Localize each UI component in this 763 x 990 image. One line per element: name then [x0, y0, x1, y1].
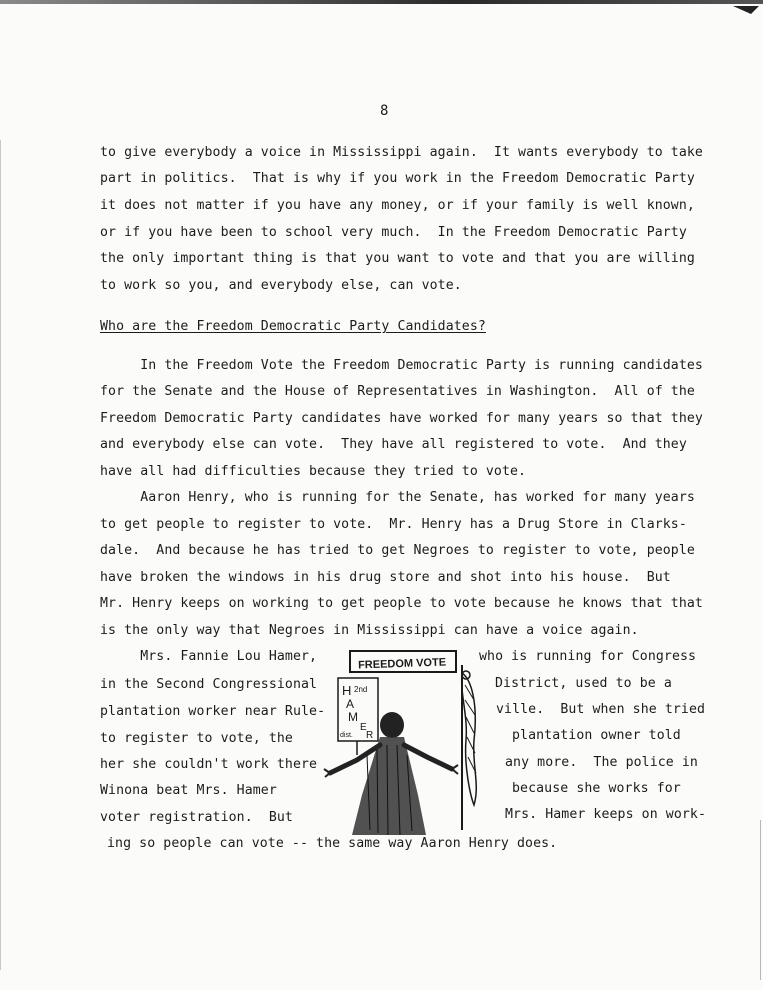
- text-line: have broken the windows in his drug store and shot into his house. But: [100, 570, 671, 585]
- text-line: have all had difficulties because they tried to vote.: [100, 464, 527, 479]
- scan-left-edge: [0, 140, 7, 970]
- freedom-vote-illustration: [322, 645, 492, 845]
- sign-letter: E: [360, 722, 367, 733]
- text-line: Mrs. Fannie Lou Hamer,: [100, 649, 318, 664]
- text-line: because she works for: [512, 781, 681, 796]
- text-line: in the Second Congressional: [100, 677, 318, 692]
- text-line: to work so you, and everybody else, can vote.: [100, 278, 462, 293]
- text-line: to give everybody a voice in Mississippi again. It wants everybody to take: [100, 145, 703, 160]
- text-line: ville. But when she tried: [496, 702, 706, 717]
- text-line: Aaron Henry, who is running for the Senate, has worked for many years: [100, 490, 695, 505]
- text-line: to register to vote, the: [100, 731, 293, 746]
- sign-letter: R: [366, 730, 374, 741]
- text-line: her she couldn't work there: [100, 757, 318, 772]
- sign-letter: dist.: [340, 732, 353, 739]
- text-line: any more. The police in: [505, 755, 698, 770]
- text-line: plantation owner told: [512, 728, 681, 743]
- sign-letter: 2nd: [354, 685, 368, 694]
- text-line: part in politics. That is why if you work in the Freedom Democratic Party: [100, 171, 695, 186]
- corner-scan-mark: [731, 2, 761, 16]
- sign-letter: M: [348, 710, 358, 724]
- sign-letter: A: [346, 697, 355, 711]
- text-line: District, used to be a: [495, 676, 672, 691]
- sign-letter: H: [342, 683, 352, 698]
- figure-head: [380, 712, 404, 738]
- section-heading: Who are the Freedom Democratic Party Candidates?: [100, 319, 486, 334]
- text-line: plantation worker near Rule-: [100, 704, 326, 719]
- scan-top-edge: [0, 0, 763, 4]
- text-line: and everybody else can vote. They have all registered to vote. And they: [100, 437, 687, 452]
- text-line: for the Senate and the House of Representatives in Washington. All of the: [100, 384, 695, 399]
- text-line: it does not matter if you have any money, or if your family is well known,: [100, 198, 695, 213]
- text-line: is the only way that Negroes in Mississippi can have a voice again.: [100, 623, 639, 638]
- text-line: who is running for Congress: [479, 649, 697, 664]
- page-number: 8: [380, 103, 389, 119]
- text-line: Mr. Henry keeps on working to get people to vote because he knows that that: [100, 596, 703, 611]
- text-line: ing so people can vote -- the same way Aaron Henry does.: [107, 836, 558, 851]
- text-line: the only important thing is that you want to vote and that you are willing: [100, 251, 695, 266]
- text-line: voter registration. But: [100, 810, 293, 825]
- scan-right-edge: [757, 820, 761, 980]
- text-line: or if you have been to school very much. In the Freedom Democratic Party: [100, 225, 687, 240]
- text-line: dale. And because he has tried to get Negroes to register to vote, people: [100, 543, 695, 558]
- banner-text: FREEDOM VOTE: [357, 656, 447, 672]
- text-line: Winona beat Mrs. Hamer: [100, 783, 277, 798]
- text-line: Freedom Democratic Party candidates have worked for many years so that they: [100, 411, 703, 426]
- text-line: In the Freedom Vote the Freedom Democratic Party is running candidates: [100, 358, 703, 373]
- flag: [462, 673, 477, 805]
- text-line: to get people to register to vote. Mr. Henry has a Drug Store in Clarks-: [100, 517, 687, 532]
- text-line: Mrs. Hamer keeps on work-: [505, 807, 706, 822]
